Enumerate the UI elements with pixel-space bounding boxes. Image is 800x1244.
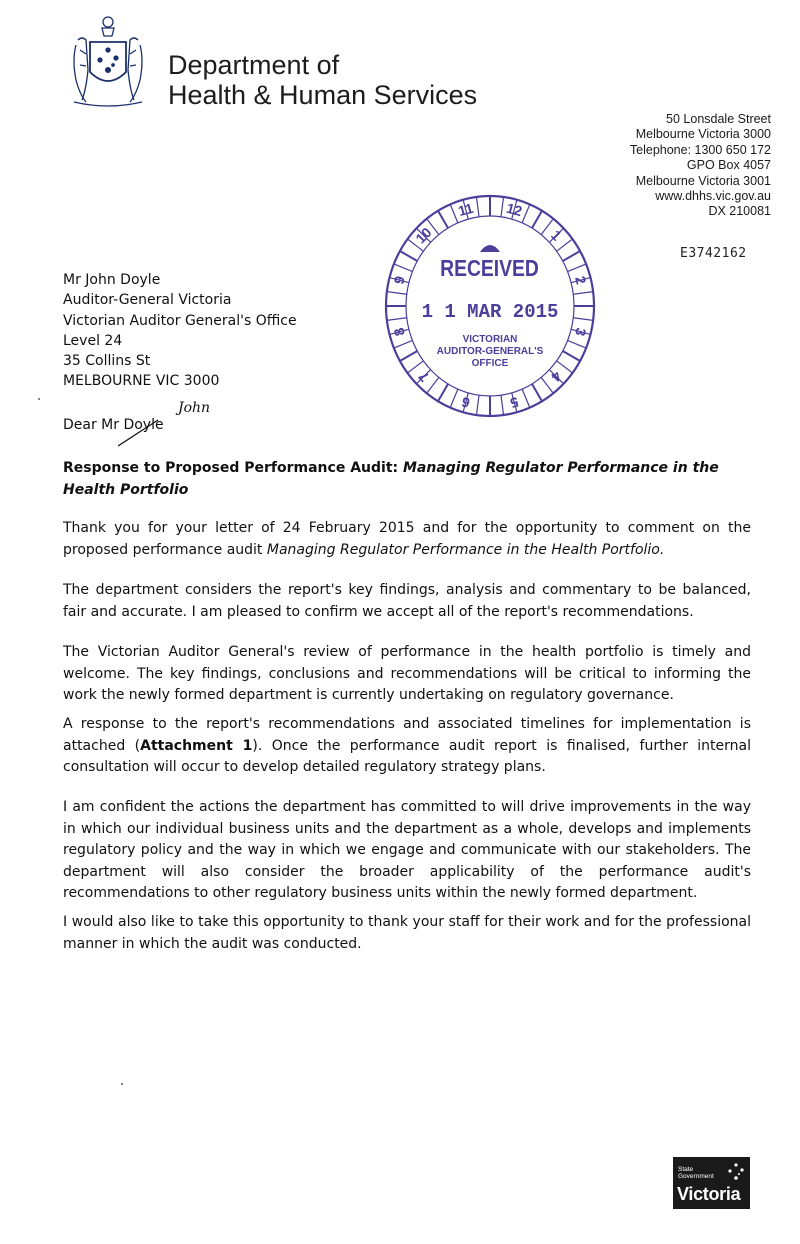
- bell-icon: [480, 245, 500, 252]
- stamp-clock-number: 2: [572, 274, 590, 286]
- logo-line1: State: [678, 1166, 694, 1173]
- address-line: DX 210081: [708, 204, 771, 219]
- stamp-clock-number: 12: [504, 199, 524, 220]
- stamp-clock-number: 7: [415, 368, 432, 386]
- recipient-line: Level 24: [63, 332, 123, 349]
- stamp-clock-number: 6: [459, 393, 472, 412]
- paragraph-6-text: I would also like to take this opportunity to thank your staff for their work and for the professional manner in which the audit was conducted.: [63, 914, 751, 952]
- salutation: Dear Mr Doyle: [63, 417, 164, 433]
- stamp-tick: [394, 340, 412, 348]
- victoria-government-logo: [673, 1157, 750, 1209]
- handwritten-text: John: [178, 400, 211, 416]
- stamp-tick: [563, 351, 580, 361]
- stamp-clock-number: 10: [412, 224, 435, 247]
- paragraph-2: [63, 580, 751, 623]
- logo-line2: Government: [678, 1173, 714, 1180]
- paragraph-6: [63, 912, 751, 955]
- stamp-office-line1: VICTORIAN: [462, 334, 518, 345]
- recipient-line: Mr John Doyle: [63, 272, 161, 288]
- recipient-line: Victorian Auditor General's Office: [63, 312, 297, 329]
- logo-line3: Victoria: [677, 1184, 741, 1204]
- stamp-tick: [522, 204, 530, 222]
- stamp-tick: [407, 361, 423, 373]
- address-line: Telephone: 1300 650 172: [629, 142, 771, 157]
- stamp-tick: [563, 251, 580, 261]
- stamp-tick: [394, 264, 412, 272]
- paragraph-1: [63, 518, 751, 561]
- stamp-clock-number: 5: [508, 393, 521, 412]
- stamp-tick: [557, 239, 573, 251]
- sender-address: [630, 112, 771, 220]
- stamp-clock-number: 8: [390, 326, 408, 338]
- address-line: GPO Box 4057: [686, 158, 771, 173]
- handwritten-note: [118, 390, 238, 450]
- stamp-tick: [400, 251, 417, 261]
- stamp-tick: [532, 384, 542, 401]
- stamp-tick: [387, 318, 407, 321]
- coat-of-arms-icon: [58, 10, 158, 110]
- address-line: 50 Lonsdale Street: [666, 112, 771, 126]
- stamp-tick: [438, 384, 448, 401]
- address-line: Melbourne Victoria 3001: [635, 173, 771, 188]
- department-name-line2: Health & Human Services: [168, 80, 478, 110]
- stamp-tick: [573, 292, 593, 295]
- address-line: www.dhhs.vic.gov.au: [655, 189, 771, 204]
- stamp-tick: [387, 292, 407, 295]
- paragraph-5: [63, 797, 751, 905]
- stamp-tick: [501, 197, 504, 217]
- stamp-tick: [450, 389, 458, 407]
- paragraph-5-text: I am confident the actions the department has committed to will drive improvements in the way in which our individual business units and the department as a whole, develops and implements regulatory policy and the way in which we engage and communicate with our stakeholders. The department will also consider the broader applicability of the performance audit's recommendations to other regulatory business units within the newly formed department.: [63, 799, 751, 901]
- stamp-tick: [557, 361, 573, 373]
- stamp-clock-number: 4: [548, 368, 565, 386]
- stamp-received: RECEIVED: [440, 255, 539, 282]
- stamp-tick: [476, 197, 479, 217]
- scan-speck: [121, 1083, 123, 1085]
- paragraph-3: [63, 642, 751, 707]
- stamp-clock-number: 11: [456, 199, 475, 220]
- stamp-tick: [438, 211, 448, 228]
- stamp-tick: [522, 389, 530, 407]
- stamp-tick: [532, 211, 542, 228]
- paragraph-3-text: The Victorian Auditor General's review of performance in the health portfolio is timely and welcome. The key findings, conclusions and recommendations will be critical to informing the work the newly formed department is currently undertaking on regulatory governance.: [63, 644, 751, 703]
- stamp-clock-number: 1: [548, 226, 565, 244]
- paragraph-1-audit-title: Managing Regulator Performance in the Health Portfolio.: [266, 541, 665, 558]
- recipient-line: MELBOURNE VIC 3000: [63, 373, 220, 390]
- scan-speck: [38, 398, 40, 400]
- stamp-clock-number: 3: [572, 326, 590, 338]
- paragraph-1-text: Thank you for your letter of 24 February 2015 and for the opportunity to comment on the proposed performance audit: [63, 520, 751, 558]
- stamp-tick: [400, 351, 417, 361]
- subject-prefix: Response to Proposed Performance Audit:: [63, 460, 403, 476]
- stamp-tick: [573, 318, 593, 321]
- received-stamp: [380, 190, 600, 422]
- stamp-date: 1 1 MAR 2015: [421, 301, 559, 323]
- southern-cross-icon: [725, 1161, 747, 1183]
- stamp-office-line2: AUDITOR-GENERAL'S: [436, 346, 544, 357]
- stamp-tick: [476, 395, 479, 415]
- attachment-reference: Attachment 1: [140, 737, 253, 754]
- reference-number: E3742162: [680, 246, 747, 261]
- stamp-clock-number: 9: [390, 274, 408, 286]
- paragraph-4-text-c: ). Once the performance audit report is finalised, further internal consultation will occur to develop detailed regulatory strategy plans.: [63, 737, 751, 775]
- subject-title: Managing Regulator Performance in the Health Portfolio: [63, 460, 719, 498]
- paragraph-4-text-a: A response to the report's recommendations and associated timelines for implementation is attached (: [63, 716, 751, 754]
- recipient-address: [63, 270, 297, 392]
- stamp-tick: [568, 264, 586, 272]
- paragraph-4: [63, 714, 751, 779]
- department-name-line1: Department of: [168, 50, 340, 80]
- paragraph-2-text: The department considers the report's key findings, analysis and commentary to be balanced, fair and accurate. I am pleased to confirm we accept all of the report's recommendations.: [63, 582, 751, 620]
- recipient-line: 35 Collins St: [63, 353, 151, 370]
- stamp-office-line3: OFFICE: [471, 358, 509, 369]
- subject-line: [63, 458, 751, 501]
- department-name: [168, 50, 477, 110]
- stamp-tick: [427, 377, 439, 393]
- recipient-line: Auditor-General Victoria: [63, 292, 232, 309]
- stamp-tick: [501, 395, 504, 415]
- address-line: Melbourne Victoria 3000: [635, 127, 771, 142]
- stamp-tick: [568, 340, 586, 348]
- stamp-tick: [541, 219, 553, 235]
- stamp-tick: [541, 377, 553, 393]
